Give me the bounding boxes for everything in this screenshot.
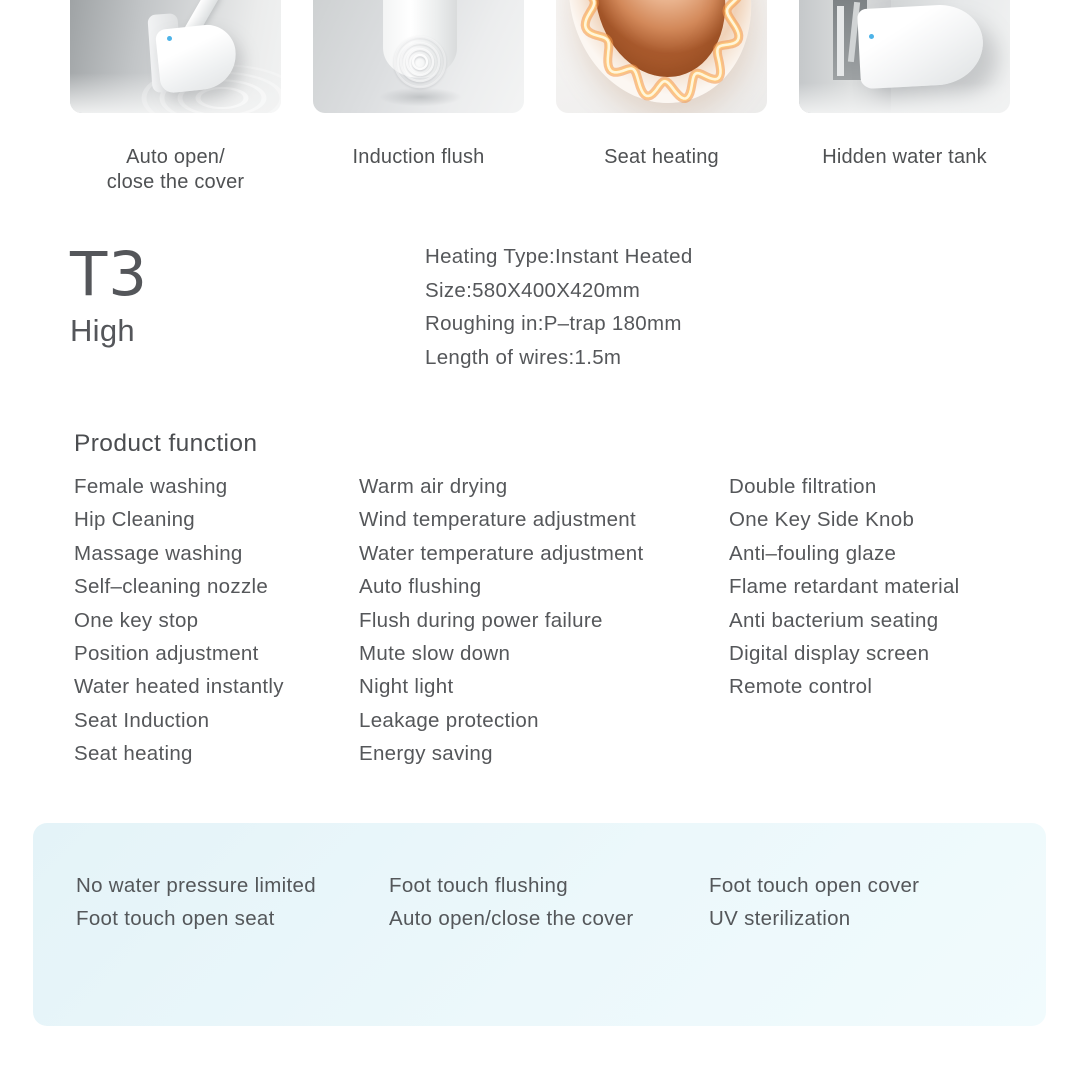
highlight-item: Foot touch open seat: [76, 907, 275, 931]
function-item: Position adjustment: [74, 642, 259, 666]
indicator-light: [167, 36, 172, 41]
function-item: Anti–fouling glaze: [729, 541, 897, 565]
function-column-2: [359, 470, 644, 771]
function-item: Leakage protection: [359, 708, 539, 732]
function-item: Female washing: [74, 475, 228, 498]
highlight-item: Auto open/close the cover: [389, 907, 634, 931]
caption-line: close the cover: [106, 171, 245, 193]
function-column-1: [74, 470, 284, 771]
feature-image-induction-flush: [313, 0, 524, 113]
function-item: One key stop: [74, 608, 199, 632]
feature-image-auto-open-close: [70, 0, 281, 113]
highlight-item: Foot touch open cover: [709, 874, 920, 897]
model-grade: High: [70, 313, 135, 348]
function-item: Remote control: [729, 675, 873, 699]
tank-frame-bar: [837, 6, 844, 76]
floor-shade: [799, 83, 1010, 113]
function-item: Night light: [359, 675, 454, 699]
function-item: One Key Side Knob: [729, 508, 915, 532]
feature-caption-induction-flush: [293, 145, 544, 170]
highlight-column-1: [76, 869, 316, 936]
function-item: Wind temperature adjustment: [359, 508, 637, 532]
function-item: Flush during power failure: [359, 608, 603, 632]
feature-caption-auto-open-close: [50, 145, 301, 195]
caption-line: Induction flush: [352, 146, 485, 168]
function-item: Auto flushing: [359, 575, 482, 599]
caption-line: Auto open/: [126, 146, 225, 168]
function-item: Hip Cleaning: [74, 508, 195, 532]
function-item: Self–cleaning nozzle: [74, 575, 269, 599]
model-name: T3: [70, 239, 149, 310]
function-item: Seat Induction: [74, 708, 210, 732]
function-item: Anti bacterium seating: [729, 608, 939, 632]
feature-caption-hidden-water-tank: [779, 145, 1030, 170]
highlight-item: UV sterilization: [709, 907, 851, 931]
highlight-item: Foot touch flushing: [389, 874, 568, 897]
feature-image-seat-heating: [556, 0, 767, 113]
function-item: Water heated instantly: [74, 675, 284, 699]
spec-roughing-in: Roughing in:P–trap 180mm: [425, 312, 682, 335]
highlight-column-2: [389, 869, 634, 936]
function-item: Mute slow down: [359, 642, 511, 666]
function-item: Double filtration: [729, 475, 877, 498]
function-item: Energy saving: [359, 742, 493, 766]
function-item: Digital display screen: [729, 642, 930, 666]
function-item: Flame retardant material: [729, 575, 960, 599]
function-item: Massage washing: [74, 541, 243, 565]
product-function-heading: Product function: [74, 430, 258, 457]
spec-heating-type: Heating Type:Instant Heated: [425, 245, 693, 268]
spec-list: [425, 240, 693, 374]
model-block: [70, 239, 149, 348]
function-item: Warm air drying: [359, 475, 508, 498]
function-column-3: [729, 470, 960, 704]
highlight-column-3: [709, 869, 919, 936]
function-item: Water temperature adjustment: [359, 541, 644, 565]
indicator-light: [869, 34, 874, 39]
feature-image-hidden-water-tank: [799, 0, 1010, 113]
highlight-feature-box: [33, 823, 1046, 1026]
spec-size: Size:580X400X420mm: [425, 278, 641, 302]
caption-line: Hidden water tank: [822, 146, 987, 168]
induction-ripple-graphic: [313, 0, 524, 113]
spec-wire-length: Length of wires:1.5m: [425, 345, 622, 369]
highlight-item: No water pressure limited: [76, 874, 316, 897]
feature-caption-seat-heating: [536, 145, 787, 170]
heating-coil-graphic: [556, 0, 767, 113]
caption-line: Seat heating: [604, 146, 719, 168]
function-item: Seat heating: [74, 742, 193, 766]
